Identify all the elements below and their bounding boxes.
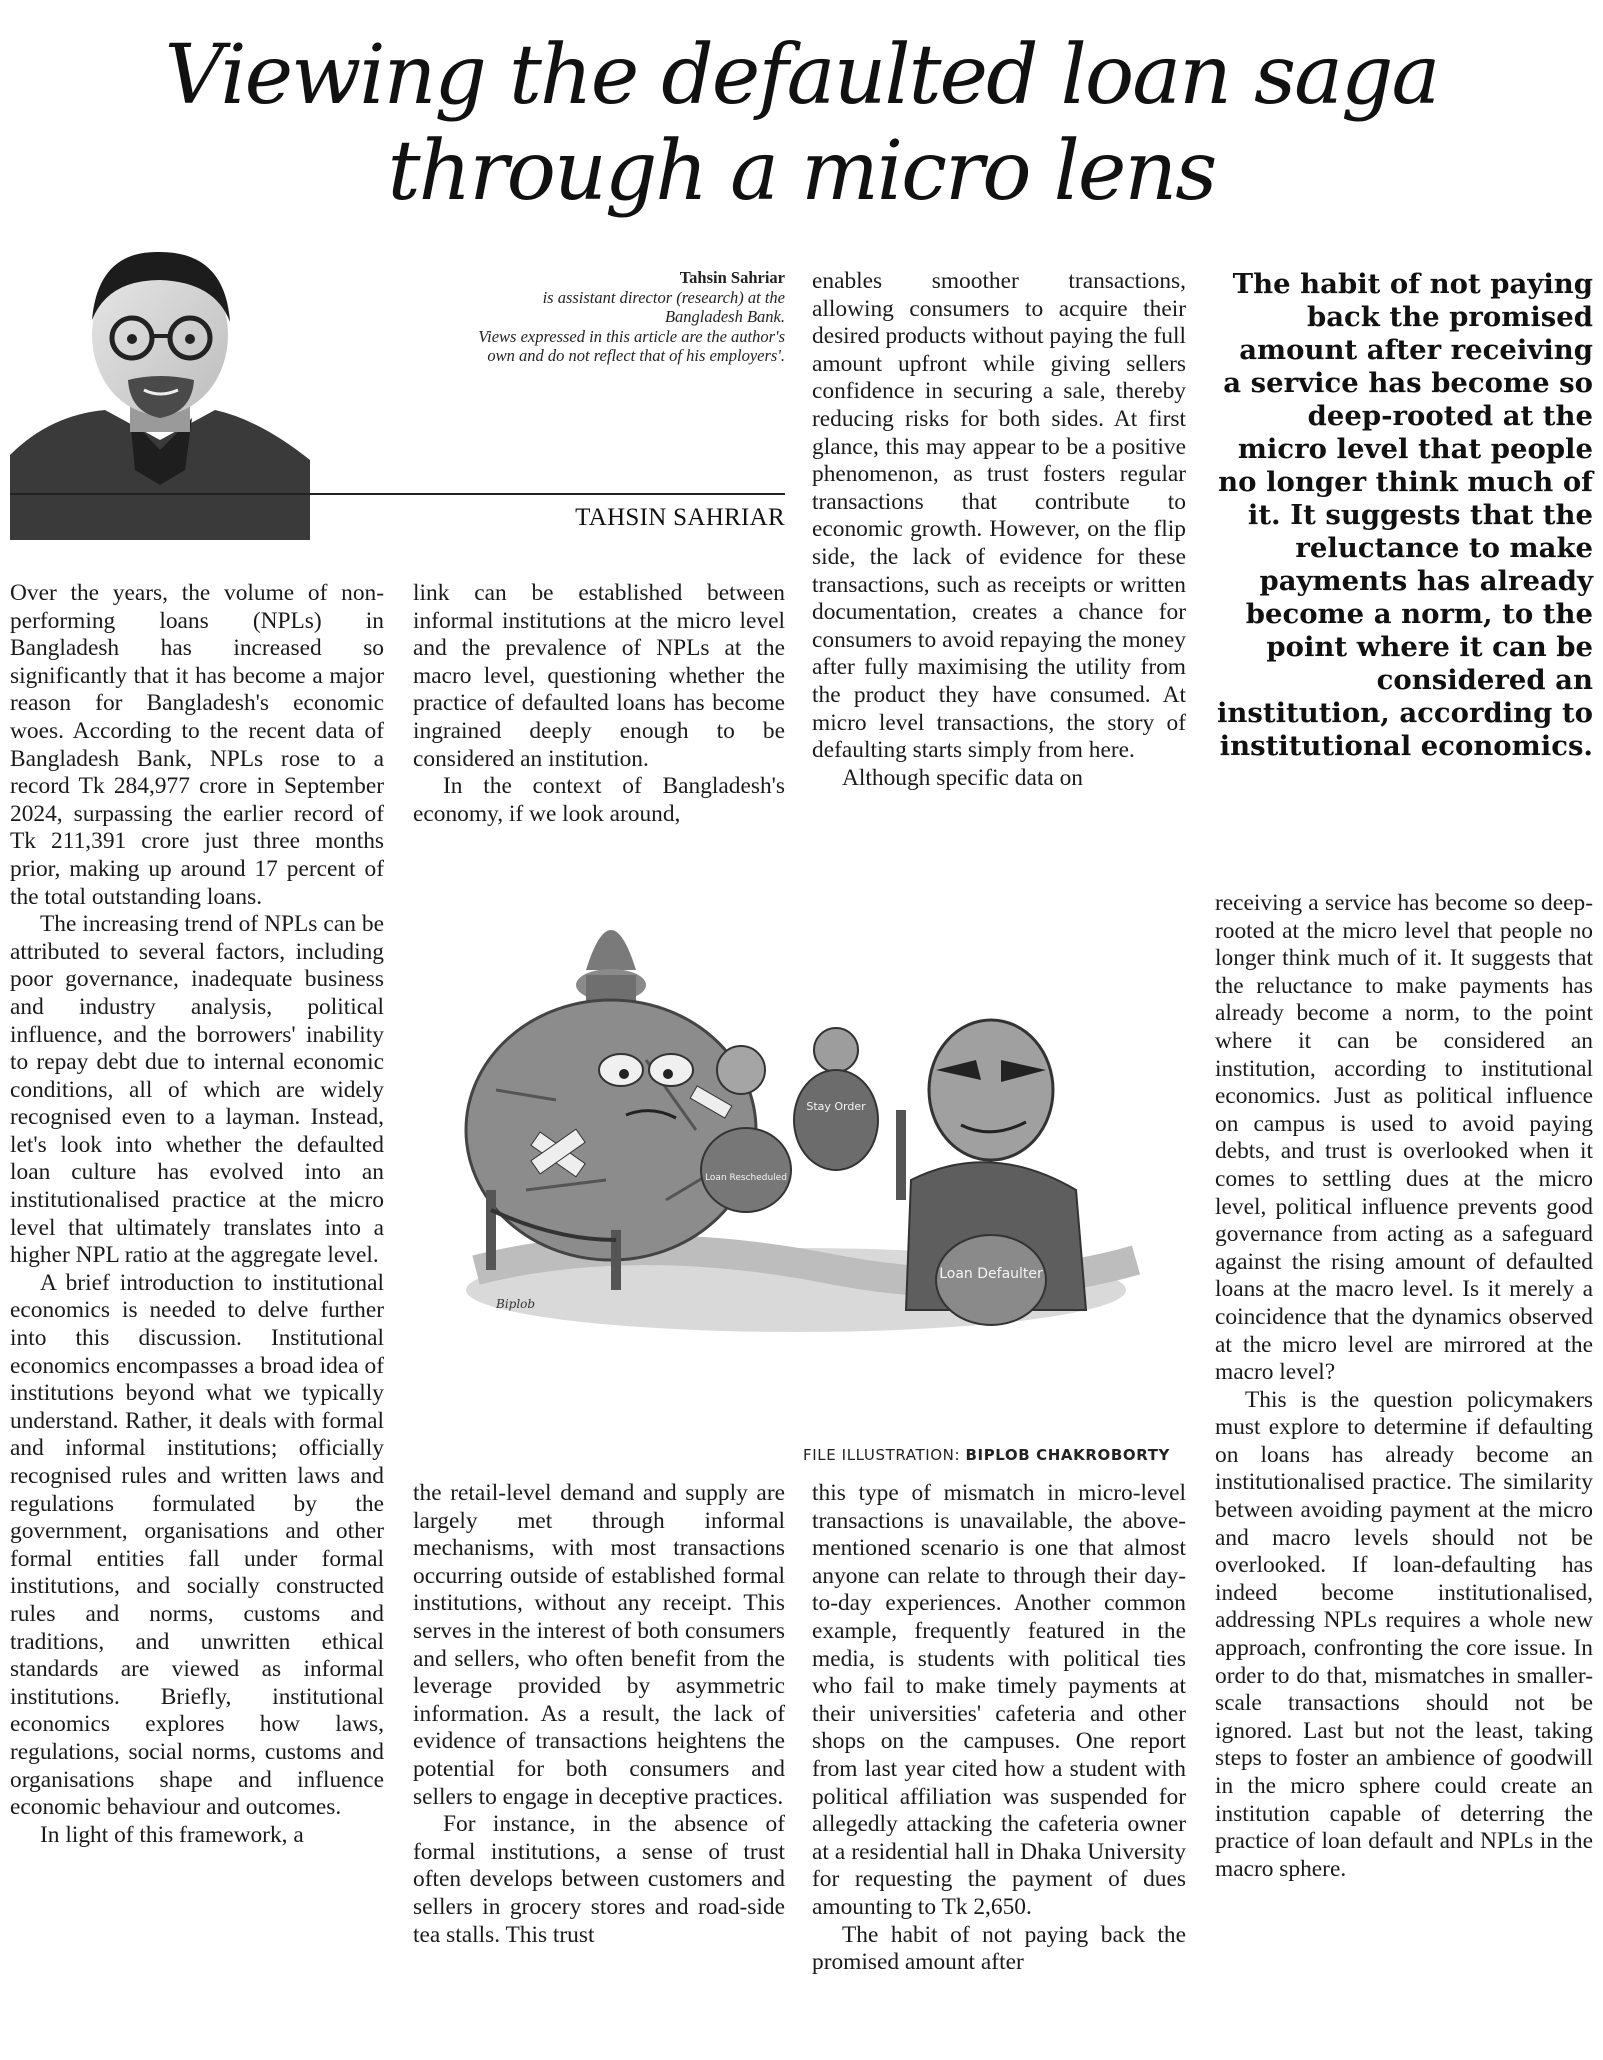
body-column-2-top [413,580,785,882]
col1-paragraph: Over the years, the volume of non-performing loans (NPLs) in Bangladesh has increased so significantly that it has become a major reason for Bangladesh's economic woes. According to the recent data of Bangladesh Bank, NPLs rose to a record Tk 284,977 crore in September 2024, surpassing the earlier record of Tk 211,391 crore just three months prior, making up around 17 percent of the total outstanding loans. [10,580,384,910]
artist-signature: Biplob [496,1297,536,1311]
headline [0,28,1603,220]
author-name-caps: TAHSIN SAHRIAR [575,504,785,531]
col1-paragraph: In light of this framework, a [40,1821,304,1848]
disclaimer-line-2: own and do not reflect that of his employers'. [487,346,785,365]
body-column-3-bottom [812,1480,1186,2058]
author-divider [10,493,785,495]
credit-prefix: FILE ILLUSTRATION: [803,1446,961,1464]
col1-paragraph: The increasing trend of NPLs can be attributed to several factors, including poor governance, inadequate business and industry analysis, political influence, and the borrowers' inability to repay debt due to internal economic conditions, all of which are widely recognised even to a layman. Instead, let's look into whether the defaulted loan culture has evolved into an institutionalised practice at the micro level that ultimately translates into a higher NPL ratio at the aggregate level. [10,911,384,1269]
col4-paragraph: receiving a service has become so deep-rooted at the micro level that people no longer think much of it. It suggests that the reluctance to make payments has already become a norm, to the point where it can be considered an institution, according to institutional economics. Just as political influence on campus is used to avoid paying debts, and trust is overlooked when it comes to settling dues at the micro level, political influence prevents good governance from acting as a safeguard against the rising amount of defaulted loans at the macro level. Is it merely a coincidence that the dynamics observed at the micro level are mirrored at the macro level? [1215,890,1593,1386]
pull-quote: The habit of not paying back the promised amount after receiving a service has become so deep-rooted at the micro level that people no longer think much of it. It suggests that the reluctance to make payments has already become a norm, to the point where it can be considered an institution, according to institutional economics. [1216,268,1593,762]
author-name-small: Tahsin Sahriar [679,268,785,287]
illustration-credit [700,1446,1170,1464]
body-column-3-top [812,268,1186,882]
author-bio-line-1: is assistant director (research) at the [542,287,785,307]
col3-paragraph: this type of mismatch in micro-level transactions is unavailable, the above-mentioned scenario is one that almost anyone can relate to through their day-to-day experiences. Another common example, frequently featured in the media, is students with political ties who fail to make timely payments at their universities' cafeteria and other shops on the campuses. One report from last year cited how a student with political affiliation was suspended for allegedly attacking the cafeteria owner at a residential hall in Dhaka University for requesting the payment of dues amounting to Tk 2,650. [812,1480,1186,1920]
author-portrait [10,240,310,540]
author-bio-line-2: Bangladesh Bank. [664,307,785,326]
disclaimer-line-1: Views expressed in this article are the author's [478,326,785,346]
credit-artist: BIPLOB CHAKROBORTY [965,1446,1170,1464]
col3-paragraph: Although specific data on [842,764,1083,791]
col3-paragraph: enables smoother transactions, allowing consumers to acquire their desired products without paying the full amount upfront while giving sellers confidence in securing a sale, thereby reducing risks for both sides. At first glance, this may appear to be a positive phenomenon, as trust fosters regular transactions that contribute to economic growth. However, on the flip side, the lack of evidence for these transactions, such as receipts or written documentation, creates a chance for consumers to avoid repaying the money after fully maximising the utility from the product they have consumed. At micro level transactions, the story of defaulting starts simply from here. [812,268,1186,764]
label-loan-defaulter: Loan Defaulter [939,1266,1043,1282]
col2-paragraph: the retail-level demand and supply are largely met through informal mechanisms, with most transactions occurring outside of established formal institutions, without any receipt. This serves in the interest of both consumers and sellers, who often benefit from the leverage provided by asymmetric information. As a result, the lack of evidence of transactions heightens the potential for both consumers and sellers to engage in deceptive practices. [413,1480,785,1810]
col2-paragraph: In the context of Bangladesh's economy, if we look around, [413,773,785,827]
headline-line-1: Viewing the defaulted loan saga [164,28,1439,123]
label-stay-order: Stay Order [806,1100,866,1113]
col2-paragraph: For instance, in the absence of formal institutions, a sense of trust often develops between customers and sellers in grocery stores and road-side tea stalls. This trust [413,1811,785,1948]
col1-paragraph: A brief introduction to institutional economics is needed to delve further into this discussion. Institutional economics encompasses a broad idea of institutions beyond what we typically understand. Rather, it deals with formal and informal institutions; officially recognised rules and written laws and regulations formulated by the government, organisations and other formal entities fall under formal institutions, and socially constructed rules and norms, customs and traditions, and unwritten ethical standards are viewed as informal institutions. Briefly, institutional economics explores how laws, regulations, social norms, customs and organisations shape and influence economic behaviour and outcomes. [10,1269,384,1821]
body-column-4 [1215,890,1593,2058]
author-bio [395,268,785,366]
col3-paragraph: The habit of not paying back the promised amount after [812,1921,1186,1976]
body-column-1 [10,580,384,2058]
body-column-2-bottom [413,1480,785,2058]
col2-paragraph: link can be established between informal institutions at the micro level and the prevalence of NPLs at the macro level, questioning whether the practice of defaulted loans has become ingrained deeply enough to be considered an institution. [413,580,785,772]
headline-line-2: through a micro lens [387,124,1216,219]
editorial-illustration [436,890,1156,1350]
label-loan-rescheduled: Loan Rescheduled [705,1173,787,1183]
col4-paragraph: This is the question policymakers must explore to determine if defaulting on loans has already become an institutionalised practice. The similarity between avoiding payment at the micro and macro levels should not be overlooked. If loan-defaulting has indeed become institutionalised, addressing NPLs requires a whole new approach, confronting the core issue. In order to do that, mismatches in smaller-scale transactions should not be ignored. Last but not the least, taking steps to foster an ambience of goodwill in the micro sphere could create an institution capable of deterring the practice of loan default and NPLs in the macro sphere. [1215,1386,1593,1882]
